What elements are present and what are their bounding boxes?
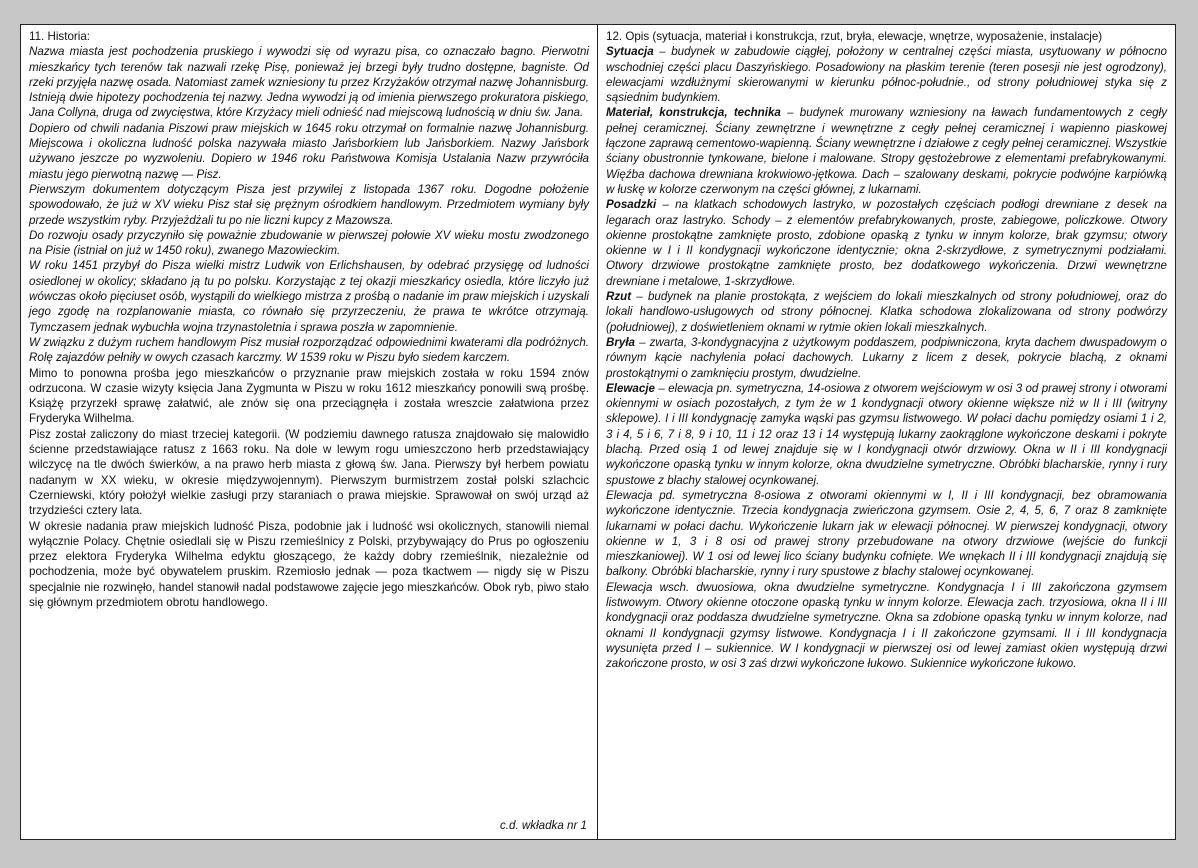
record-card (20, 24, 1176, 840)
section-text: budynek murowany wzniesiony na ławach fundamentowych z cegły pełnej ceramicznej. Ściany zewnętrzne i wewnętrzne z cegły pełnej ceramicznej i wapienno piaskowej łączone zaprawą cementowo-wapienną. Ściany wewnętrzne i działowe z cegły pełnej ceramicznej. Wszystkie ściany obustronnie tynkowane, bielone i malowane. Stropy gęstożebrowe z elementami prefabrykowanymi. Więźba dachowa drewniana krokwiowo-jętkowa. Dach – szalowany deskami, pokrycie podwójne karpiówką w łuskę w kolorze czerwonym na części głównej, z lukarnami. (606, 106, 1167, 196)
history-column (21, 25, 598, 839)
section-label: Elewacje (606, 381, 655, 395)
section-separator: – (655, 381, 669, 395)
section-text: Elewacja pd. symetryczna 8-osiowa z otworami okiennymi w I, II i III kondygnacji, bez obramowania wykończone identycznie. Trzecia kondygnacja zwieńczona gzymsem. Osie 2, 4, 5, 6, 7 oraz 8 zamknięte lukarnami w połaci dachu. Wykończenie lukarn jak w elewacji północnej. W pierwszej kondygnacji, otwory okienne w 1, 3 i 8 osi od prawej strony przebudowane na otwory drzwiowe (wejście do funkcji mieszkaniowej). W 1 osi od lewej lico ściany budynku cofnięte. We wnękach II i III kondygnacji znajdują się balkony. Obróbki blacharskie, rynny i rury spustowe z blachy stalowej ocynkowanej. (606, 488, 1167, 579)
section-label: Bryła (606, 335, 636, 349)
section-separator: – (631, 290, 648, 304)
description-heading: 12. Opis (sytuacja, materiał i konstrukcja, rzut, bryła, elewacje, wnętrze, wyposażenie, instalacje) (606, 30, 1103, 43)
description-section (606, 289, 1167, 335)
description-column (598, 25, 1175, 839)
description-section (606, 105, 1167, 197)
description-section (606, 580, 1167, 672)
description-section (606, 381, 1167, 488)
history-paragraph: W związku z dużym ruchem handlowym Pisz musiał rozporządzać odpowiednimi kwaterami dla podróżnych. Rolę zajazdów pełniły w owych czasach karczmy. W 1539 roku w Piszu było siedem karczem. (29, 335, 589, 365)
history-paragraph: Dopiero od chwili nadania Piszowi praw miejskich w 1645 roku otrzymał on formalnie nazwę Johannisburg. Miejscowa i okoliczna ludność polska nazywała miasto Jańsborkiem lub Jańsborkiem. Nazwy Jańsbork używano jeszcze po wyzwoleniu. Dopiero w 1946 roku Państwowa Komisja Ustalania Nazw przywróciła miastu jego pierwotną nazwę — Pisz. (29, 121, 589, 181)
section-label: Sytuacja (606, 45, 654, 59)
section-text: na klatkach schodowych lastryko, w pozostałych częściach podłogi drewniane z desek na legarach oraz lastryko. Schody – z elementów prefabrykowanych, proste, zabiegowe, policzkowe. Otwory okienne prostokątne zamknięte prosto, zdobione opaską z tynku w innym kolorze, brak gzymsu; otwory okienne w I i II kondygnacji wykończone identycznie; okna 2-skrzydłowe, z symetrycznymi podziałami. Otwory drzwiowe prostokątne zamknięte prosto, bez dodatkowego wykończenia. Drzwi wewnętrzne drewniane i metalowe, 1-skrzydłowe. (606, 198, 1167, 288)
description-section (606, 197, 1167, 289)
history-paragraph: Nazwa miasta jest pochodzenia pruskiego i wywodzi się od wyrazu pisa, co oznaczało bagno. Pierwotni mieszkańcy tych terenów tak nazwali rzekę Pisę, ponieważ jej brzegi były trudno dostępne, bagniste. Od rzeki przyjęła nazwę osada. Natomiast zamek wzniesiony tu przez Krzyżaków otrzymał nazwę Johannisburg. Istnieją dwie hipotezy pochodzenia tej nazwy. Jedna wywodzi ją od imienia pierwszego prokuratora piskiego, Jana Collyna, druga od zwycięstwa, które Krzyżacy mieli odnieść nad miejscową ludnością w dniu św. Jana. (29, 45, 589, 120)
continuation-note: c.d. wkładka nr 1 (500, 818, 587, 832)
history-paragraph: W roku 1451 przybył do Pisza wielki mistrz Ludwik von Erlichshausen, by odebrać przysięgę od ludności osiedlonej w okolicy; składano ją tu po polsku. Korzystając z tej okazji mieszkańcy osiedla, które liczyło już wówczas około pięciuset osób, wystąpili do wielkiego mistrza z prośbą o nadanie im praw miejskich i uzyskali jego zgodę na rozplanowanie miasta, co równało się przyrzeczeniu, że prawa te wkrótce otrzymają. Tymczasem jednak wybuchła wojna trzynastoletnia i sprawa poszła w zapomnienie. (29, 259, 589, 334)
history-paragraph: Mimo to ponowna prośba jego mieszkańców o przyznanie praw miejskich została w roku 1594 znów odrzucona. W czasie wizyty księcia Jana Zygmunta w Piszu w roku 1612 mieszkańcy ponowili swą prośbę. Książę przyrzekł sprawę załatwić, ale znów się ona przeciągnęła i została wreszcie załatwiona przez Fryderyka Wilhelma. (29, 366, 589, 426)
history-heading: 11. Historia: (29, 30, 90, 43)
section-text: budynek w zabudowie ciągłej, położony w centralnej części miasta, usytuowany w północno wschodniej części placu Daszyńskiego. Posadowiony na płaskim terenie (teren posesji nie jest ogrodzony), elewacjami wzdłużnymi skierowanymi w kierunku północ-południe., od strony południowej styka się z sąsiednim budynkiem. (606, 45, 1167, 105)
history-paragraph: Pisz został zaliczony do miast trzeciej kategorii. (W podziemiu dawnego ratusza znajdowało się malowidło ścienne przedstawiające ratusz z 1663 roku. Na dole w lewym rogu umieszczono herb przedstawiający wilczycę na tle dwóch świerków, a na prawo herb miasta z głową św. Jana. Pierwszy był herbem powiatu nadanym w XX wieku, w okresie międzywojennym). Pierwszym burmistrzem został polski szlachcic Czerniewski, który położył wielkie zasługi przy staraniach o prawa miejskie. Sprawował on swój urząd aż trzydzieści cztery lata. (29, 427, 589, 518)
section-text: budynek na planie prostokąta, z wejściem do lokali mieszkalnych od strony południowej, oraz do lokali handlowo-usługowych od strony północnej. Klatka schodowa zlokalizowana od strony podwórzy (południowej), z doświetleniem oknami w rytmie okien lokali mieszkalnych. (606, 290, 1168, 334)
description-section (606, 335, 1167, 381)
history-paragraphs (29, 44, 589, 610)
history-paragraph: W okresie nadania praw miejskich ludność Pisza, podobnie jak i ludność wsi okolicznych, stanowili niemal wyłącznie Polacy. Chętnie osiedlali się w Piszu rzemieślnicy z Polski, przybywający do Prus po ogłoszeniu przez elektora Fryderyka Wilhelma edyktu głoszącego, że każdy dobry rzemieślnik, niezależnie od pochodzenia, może być obywatelem pruskim. Rzemiosło jednak — poza tkactwem — nigdy się w Piszu specjalnie nie rozwinęło, handel stanowił nadal podstawowe zajęcie jego mieszkańców. Obok ryb, piwo stało się głównym przedmiotem obrotu handlowego. (29, 519, 589, 609)
history-paragraph: Do rozwoju osady przyczyniło się poważnie zbudowanie w pierwszej połowie XV wieku mostu zwodzonego na Pisie (istniał on już w 1450 roku), zwanego Mazowieckim. (29, 228, 589, 258)
description-section (606, 488, 1167, 580)
section-separator: – (780, 106, 800, 120)
section-label: Posadzki (606, 198, 657, 212)
section-label: Materiał, konstrukcja, technika (606, 106, 781, 120)
section-separator: – (635, 335, 650, 349)
section-separator: – (653, 45, 672, 59)
description-sections (606, 44, 1167, 671)
section-text: elewacja pn. symetryczna, 14-osiowa z otworem wejściowym w osi 3 od prawej strony i otworami okiennymi w osiach pozostałych, z tym że w 1 kondygnacji otwory okienne większe niż w II i III (witryny sklepowe). I i III kondygnację zamyka wąski pas gzymsu listwowego. W połaci dachu pomiędzy osiami 1 i 2, 3 i 4, 5 i 6, 7 i 8, 9 i 10, 11 i 12 oraz 13 i 14 występują lukarny zaokrąglone wykończone deskami i pokryte blachą. Przed osią 1 od lewej znajduje się w I kondygnacji otwór drzwiowy. Okna w II i III kondygnacji wykończone opaską tynku w innym kolorze, okna dwudzielne symetryczne. Obróbki blacharskie, rynny i rury spustowe z blachy stalowej ocynkowanej. (606, 381, 1168, 487)
section-label: Rzut (606, 290, 632, 304)
description-section (606, 44, 1167, 105)
section-text: Elewacja wsch. dwuosiowa, okna dwudzielne symetryczne. Kondygnacja I i III zakończona gzymsem listwowym. Otwory okienne otoczone opaską tynku w innym kolorze. Elewacja zach. trzyosiowa, okna II i III kondygnacji oraz poddasza dwudzielne symetryczne. Okna sa zdobione opaską tynku w innym kolorze, nad oknami II kondygnacji gzymsy listwowe. Kondygnacja I i II zakończone gzymsami. II i III kondygnacja wysunięta przed I – sukiennice. W I kondygnacji w pierwszej osi od lewej zamiast okien występują drzwi zakończone prosto, w osi 3 zaś drzwi wykończone łukowo. Sukiennice wykończone łukowo. (606, 580, 1167, 671)
section-text: zwarta, 3-kondygnacyjna z użytkowym poddaszem, podpiwniczona, kryta dachem dwuspadowym o równym kącie nachylenia połaci dachowych. Lukarny z licem z desek, pokrycie blachą, z oknami prostokątnymi o zamknięciu prostym, dwudzielne. (606, 335, 1167, 380)
section-separator: – (656, 198, 676, 212)
history-paragraph: Pierwszym dokumentem dotyczącym Pisza jest przywilej z listopada 1367 roku. Dogodne położenie spowodowało, że już w XV wieku Pisz stał się prężnym ośrodkiem handlowym. Przedmiotem wymiany były przede wszystkim ryby. Przyjeżdżali tu po nie liczni kupcy z Mazowsza. (29, 182, 589, 227)
